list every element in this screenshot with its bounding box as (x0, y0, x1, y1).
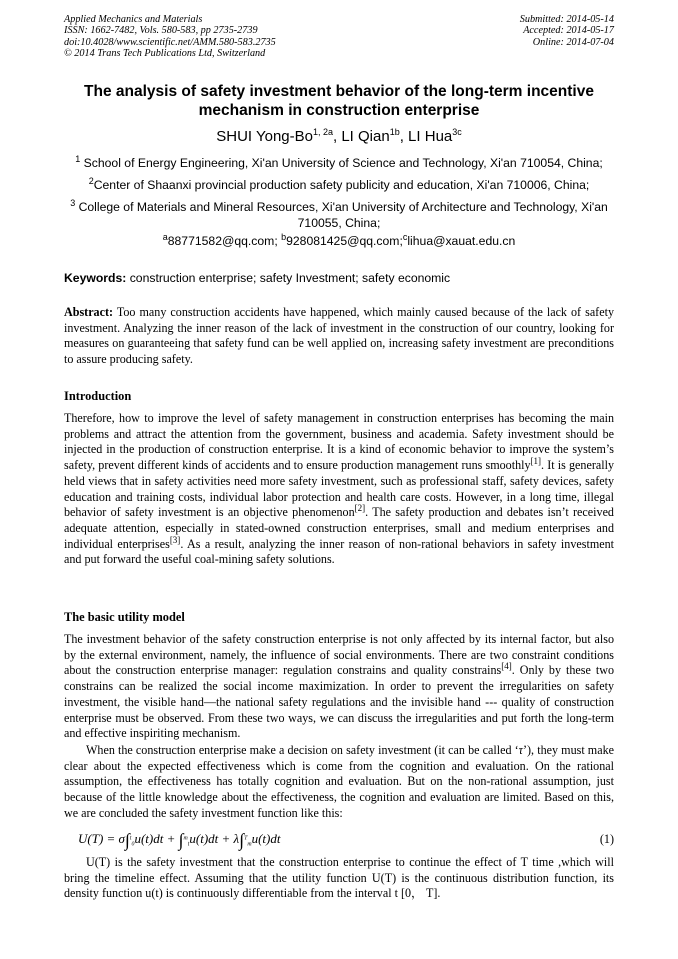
model-text-3: When the construction enterprise make a decision on safety investment (it can be called ‘ (86, 743, 519, 757)
intro-text-4: . As a result, analyzing the inner reason of non-rational behaviors in safety investment and put forward the useful coal-mining safety solutions. (64, 536, 615, 567)
affiliation-3 (50, 197, 628, 231)
integral-3: ∫ (239, 830, 245, 850)
affiliation-3-text-1: College of Materials and Mineral Resources, Xi'an University of Architecture and Technology, Xi'an (78, 200, 608, 214)
citation-1[interactable]: [1] (530, 456, 542, 467)
affiliation-1-sup: 1 (75, 153, 81, 164)
int2-upper: m (183, 835, 188, 842)
eq-lhs: U(T) = σ (78, 831, 125, 846)
eq-term-1: u(t)dt + (134, 831, 179, 846)
accepted-date: Accepted: 2014-05-17 (523, 25, 614, 37)
abstract (64, 305, 614, 368)
model-text-2: . Only by these two constrains can be realized the social income maximization. In order to prevent the irregularities on safety investment, the visible hand—the national safety regulations and the invisible hand --- quality of construction enterprise must be observed. From these two ways, we can discuss the irregularities and put forth the long-term and effective inspiriting mechanism. (64, 663, 614, 741)
int1-lower: 0 (131, 841, 135, 848)
keywords-label: Keywords: (64, 271, 127, 285)
email-a[interactable]: 88771582@qq.com; (167, 234, 282, 248)
abstract-label: Abstract: (64, 305, 114, 319)
intro-text-3: . The safety production and debates isn’t received adequate attention, especially in stated-owned construction enterprises, small and medium enterprises and individual enterprises (64, 505, 614, 551)
integral-1: ∫ (124, 830, 130, 850)
journal-name: Applied Mechanics and Materials (64, 14, 203, 25)
intro-text-1: Therefore, how to improve the level of safety management in construction enterprises has becoming the main problems and attract the attention from the government, business and academia. Safety investment should be injected in the production of construction enterprise. It is a kind of economic behavior to improve the system’s safety, prevent different kinds of accidents and to ensure production management runs smoothly (64, 411, 614, 473)
affiliation-2-text: Center of Shaanxi provincial production safety publicity and education, Xi'an 710006, China; (93, 178, 590, 192)
journal-header (64, 14, 276, 60)
author-3: , LI Hua (399, 128, 453, 145)
intro-text-2: . It is generally held views that in safety activities need more safety investment, such as professional staff, safety devices, safety education and training costs, individual labor protection and health care costs. However, in a long time, illegal behavior of safety investment is an objective phenomenon (64, 458, 614, 520)
int3-lower: m (247, 841, 252, 848)
model-paragraph-3 (64, 855, 614, 902)
submitted-date: Submitted: 2014-05-14 (519, 14, 614, 25)
affiliation-3-text-2: 710055, China; (297, 215, 381, 230)
section-heading-introduction: Introduction (64, 389, 132, 403)
title-line-1: The analysis of safety investment behavior of the long-term incentive (84, 83, 594, 100)
int2-lower: t (187, 841, 190, 848)
model-text-5: U(T) is the safety investment that the construction enterprise to continue the effect of T time ,which will bring the timeline effect. Assuming that the utility function U(T) is the continuous distribution function, its density function u(t) is continuously differentiable from the interval t [0， T]. (64, 855, 614, 901)
equation-1 (64, 830, 614, 852)
paper-title (40, 82, 638, 120)
author-list (40, 128, 638, 146)
author-1: SHUI Yong-Bo (216, 128, 313, 145)
citation-4[interactable]: [4] (501, 661, 512, 672)
introduction-paragraph (64, 411, 614, 568)
citation-3[interactable]: [3] (169, 534, 181, 545)
author-2: , LI Qian (333, 128, 390, 145)
citation-2[interactable]: [2] (354, 503, 366, 514)
affiliation-3-sup: 3 (70, 197, 76, 208)
keywords (64, 271, 614, 286)
eq-term-3: u(t)dt (251, 831, 281, 846)
affiliation-2 (50, 175, 628, 194)
author-3-sup: 3c (452, 127, 462, 137)
affiliation-2-sup: 2 (88, 175, 94, 186)
email-c[interactable]: lihua@xauat.edu.cn (407, 234, 516, 248)
model-text-1: The investment behavior of the safety construction enterprise is not only affected by its internal factor, but also by the external environment, namely, the influence of social environments. There are two constraint conditions about the construction enterprise manager: regulation constrains and quality constrains (64, 632, 614, 678)
affiliation-1 (50, 153, 628, 172)
email-b[interactable]: 928081425@qq.com; (286, 234, 403, 248)
author-1-sup: 1, 2a (312, 127, 333, 137)
email-c-sup: c (402, 231, 408, 242)
int3-upper: T (244, 835, 248, 842)
affiliation-1-text: School of Energy Engineering, Xi'an University of Science and Technology, Xi'an 710054, China; (83, 156, 603, 170)
integral-2: ∫ (178, 830, 184, 850)
copyright-line: © 2014 Trans Tech Publications Ltd, Switzerland (64, 48, 266, 60)
abstract-text: Too many construction accidents have happened, which mainly caused because of the lack of safety investment. Analyzing the inner reason of the lack of investment in the construction of our country, looking for measures on guaranteeing that safety fund can be well applied on, increasing safety investment are preconditions to assure producing safety. (64, 305, 614, 367)
email-b-sup: b (281, 231, 287, 242)
issn-line: ISSN: 1662-7482, Vols. 580-583, pp 2735-2739 (64, 25, 258, 37)
title-line-2: mechanism in construction enterprise (198, 102, 480, 119)
section-heading-utility-model: The basic utility model (64, 610, 185, 624)
online-date: Online: 2014-07-04 (532, 36, 614, 48)
int1-upper: t (129, 835, 132, 842)
tau-symbol: τ (518, 743, 523, 757)
author-2-sup: 1b (389, 127, 400, 137)
eq-term-2: u(t)dt + λ (189, 831, 240, 846)
dates-header (520, 14, 614, 48)
equation-body (78, 830, 280, 851)
equation-number: (1) (599, 832, 614, 846)
email-line (40, 231, 638, 249)
doi-line: doi:10.4028/www.scientific.net/AMM.580-583.2735 (64, 36, 276, 48)
keywords-text: construction enterprise; safety Investment; safety economic (126, 271, 451, 285)
model-paragraph-1 (64, 632, 614, 742)
email-a-sup: a (162, 231, 168, 242)
model-text-4: ’), they must make clear about the expected effectiveness which is come from the cognition and evaluation. On the rational assumption, the effectiveness has totally cognition and evaluation. But on the non-rational assumption, just because of the little knowledge about the effectiveness, the cognition and evaluation are limited. Based on this, we are concluded the safety investment function like this: (64, 743, 614, 820)
model-paragraph-2 (64, 743, 614, 822)
